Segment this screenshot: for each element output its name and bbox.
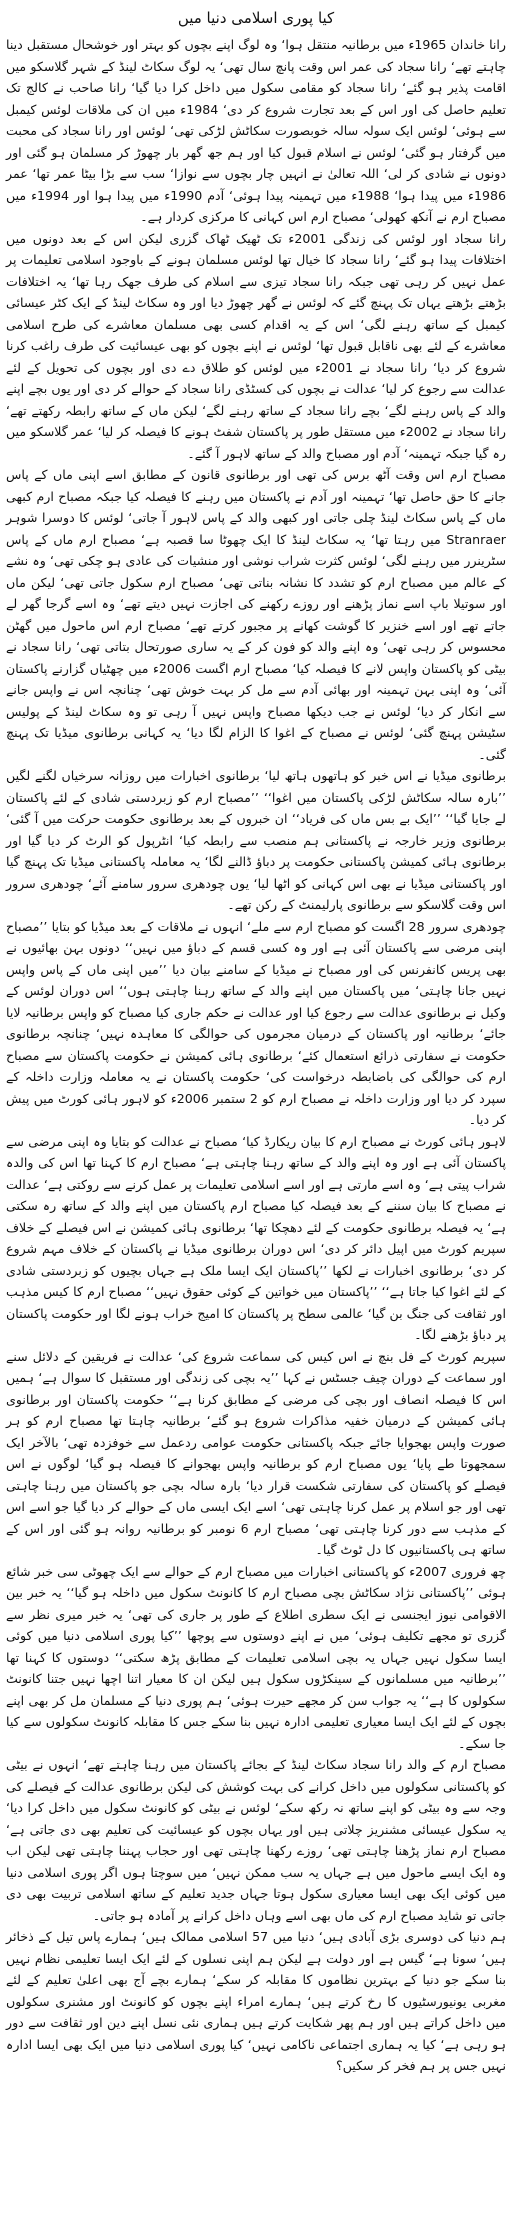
article-paragraph: چودھری سرور 28 اگست کو مصباح ارم سے ملے‘ انہوں نے ملاقات کے بعد میڈیا کو بتایا ’’مصباح اپنی مرضی سے پاکستان آئی ہے اور وہ کسی قسم کے دباؤ میں نہیں‘‘ دونوں بہن بھائیوں نے بھی پریس کانفرنس کی اور مصباح نے میڈیا کے سامنے بیان دیا ’’میں اپنی ماں کے پاس واپس نہیں جانا چاہتی‘ میں پاکستان میں اپنے والد کے ساتھ رہنا چاہتی ہوں‘‘ اس دوران لوئس کے وکیل نے برطانوی عدالت سے رجوع کیا اور عدالت نے حکم جاری کیا مصباح کو واپس برطانیہ لایا جائے‘ برطانیہ اور پاکستان کے درمیان مجرموں کی حوالگی کا معاہدہ نہیں‘ چنانچہ برطانوی حکومت نے سفارتی ذرائع استعمال کئے‘ برطانوی ہائی کمیشن نے حکومت پاکستان سے مصباح ارم کی حوالگی کی باضابطہ درخواست کی‘ حکومت پاکستان نے یہ معاملہ وزارت داخلہ کے سپرد کر دیا اور وزارت داخلہ نے مصباح ارم کو 2 ستمبر 2006ء کو لاہور ہائی کورٹ میں پیش کر دیا۔: [6, 918, 506, 1127]
article-paragraph: مصباح ارم اس وقت آٹھ برس کی تھی اور برطانوی قانون کے مطابق اسے اپنی ماں کے پاس جانے کا حق حاصل تھا‘ تہمینہ اور آدم نے پاکستان میں رہنے کا فیصلہ کیا جبکہ مصباح ارم کبھی ماں کے پاس سکاٹ لینڈ چلی جاتی اور کبھی والد کے پاس لاہور آ جاتی‘ لوئس کا دوسرا شوہر Stranraer میں رہتا تھا‘ یہ سکاٹ لینڈ کا ایک چھوٹا سا قصبہ ہے‘ مصباح ارم ماں کے پاس سٹرینرر میں رہنے لگی‘ لوئس کثرت شراب نوشی اور منشیات کی عادی ہو چکی تھی‘ وہ نشے کے عالم میں مصباح ارم کو تشدد کا نشانہ بناتی تھی‘ مصباح ارم سکول جاتی تھی‘ لیکن ماں اور سوتیلا باپ اسے نماز پڑھنے اور روزے رکھنے کی اجازت نہیں دیتے تھے‘ وہ اسے گرجا گھر لے جاتے تھے اور اسے خنزیر کا گوشت کھانے پر مجبور کرتے تھے‘ مصباح ارم اس ماحول میں گھٹن محسوس کر رہی تھی‘ وہ اپنے والد کو فون کر کے یہ ساری صورتحال بتاتی تھی‘ رانا سجاد نے بیٹی کو پاکستان واپس لانے کا فیصلہ کیا‘ مصباح ارم اگست 2006ء میں چھٹیاں گزارنے پاکستان آئی‘ وہ اپنی بہن تہمینہ اور بھائی آدم سے مل کر بہت خوش تھی‘ چنانچہ اس نے واپس جانے سے انکار کر دیا‘ لوئس نے جب دیکھا مصباح واپس نہیں آ رہی تو وہ سکاٹ لینڈ کے پولیس سٹیشن پہنچ گئی‘ لوئس نے مصباح کے اغوا کا الزام لگا دیا‘ یہ کہانی برطانوی میڈیا تک پہنچ گئی۔: [6, 467, 506, 762]
article-paragraph: رانا خاندان 1965ء میں برطانیہ منتقل ہوا‘ وہ لوگ اپنے بچوں کو بہتر اور خوشحال مستقبل دینا چاہتے تھے‘ رانا سجاد کی عمر اس وقت پانچ سال تھی‘ یہ لوگ سکاٹ لینڈ کے شہر گلاسکو میں اقامت پذیر ہو گئے‘ رانا سجاد کو مقامی سکول میں داخل کرا دیا گیا‘ رانا صاحب نے کالج تک تعلیم حاصل کی اور اس کے بعد تجارت شروع کر دی‘ 1984ء میں ان کی ملاقات لوئس کیمبل سے ہوئی‘ لوئس ایک سولہ سالہ خوبصورت سکاٹش لڑکی تھی‘ لوئس اور رانا سجاد کی محبت میں گرفتار ہو گئی‘ لوئس نے اسلام قبول کیا اور ہم جھ گھر بار چھوڑ کر مسلمان ہو گئی اور دونوں نے شادی کر لی‘ اللہ تعالیٰ نے انہیں چار بچوں سے نوازا‘ سب سے بڑا بیٹا عمر تھا‘ عمر 1986ء میں پیدا ہوا‘ 1988ء میں تہمینہ پیدا ہوئی‘ آدم 1990ء میں پیدا ہوا اور 1994ء میں مصباح ارم نے آنکھ کھولی‘ مصباح ارم اس کہانی کا مرکزی کردار ہے۔: [6, 37, 506, 224]
article-body: [6, 34, 506, 2077]
article-paragraph: مصباح ارم کے والد رانا سجاد سکاٹ لینڈ کے بجائے پاکستان میں رہنا چاہتے تھے‘ انہوں نے بیٹی کو پاکستانی سکولوں میں داخل کرانے کی بہت کوشش کی لیکن برطانوی عدالت کے فیصلے کی وجہ سے وہ بیٹی کو اپنے ساتھ نہ رکھ سکے‘ لوئس نے بیٹی کو کانونٹ سکول میں داخل کرا دیا‘ یہ سکول عیسائی مشنریز چلاتی ہیں اور یہاں بچوں کو عیسائیت کی تعلیم بھی دی جاتی ہے‘ مصباح ارم نماز پڑھنا چاہتی تھی‘ روزے رکھنا چاہتی تھی اور حجاب پہننا چاہتی تھی لیکن اب وہ ایک ایسے ماحول میں ہے جہاں یہ سب ممکن نہیں‘ میں سوچتا ہوں اگر پوری اسلامی دنیا میں کوئی ایک بھی ایسا معیاری سکول ہوتا جہاں جدید تعلیم کے ساتھ اسلامی تربیت بھی دی جاتی تو شاید مصباح ارم کی ماں بھی اسے وہاں داخل کرانے پر آمادہ ہو جاتی۔: [6, 1757, 506, 1923]
article-paragraph: رانا سجاد اور لوئس کی زندگی 2001ء تک ٹھیک ٹھاک گزری لیکن اس کے بعد دونوں میں اختلافات پیدا ہو گئے‘ رانا سجاد کا خیال تھا لوئس مسلمان ہونے کے باوجود اسلامی تعلیمات پر عمل نہیں کر رہی تھی جبکہ رانا سجاد تیزی سے اسلام کی طرف جھک رہا تھا‘ یہ اختلافات بڑھتے بڑھتے یہاں تک پہنچ گئے کہ لوئس نے گھر چھوڑ دیا اور وہ سکاٹ لینڈ کے ایک کٹر عیسائی کیمبل کے ساتھ رہنے لگی‘ اس کے یہ اقدام کسی بھی مسلمان معاشرے کی طرح اسلامی معاشرے کے لئے بھی ناقابل قبول تھا‘ لوئس نے اپنے بچوں کو بھی عیسائیت کی طرف راغب کرنا شروع کر دیا‘ رانا سجاد نے 2001ء میں لوئس کو طلاق دے دی اور بچوں کی تحویل کے لئے عدالت سے رجوع کر لیا‘ عدالت نے بچوں کی کسٹڈی رانا سجاد کے حوالے کر دی اور یوں بچے اپنے والد کے پاس رہنے لگے‘ بچے رانا سجاد کے ساتھ رہنے لگے‘ لیکن ماں کے ساتھ رابطہ رکھتے تھے‘ رانا سجاد نے 2002ء میں مستقل طور پر پاکستان شفٹ ہونے کا فیصلہ کر لیا‘ عمر گلاسکو میں رہ گیا جبکہ تہمینہ‘ آدم اور مصباح والد کے ساتھ لاہور آ گئے۔: [6, 230, 506, 461]
article-paragraph: برطانوی میڈیا نے اس خبر کو ہاتھوں ہاتھ لیا‘ برطانوی اخبارات میں روزانہ سرخیاں لگنے لگیں ’’بارہ سالہ سکاٹش لڑکی پاکستان میں اغوا‘‘ ’’مصباح ارم کو زبردستی شادی کے لئے پاکستان لے جایا گیا‘‘ ’’ایک بے بس ماں کی فریاد‘‘ ان خبروں کے بعد برطانوی حکومت حرکت میں آ گئی‘ برطانوی وزیر خارجہ نے پاکستانی ہم منصب سے رابطہ کیا‘ انٹرپول کو الرٹ کر دیا گیا اور برطانوی ہائی کمیشن پاکستانی حکومت پر دباؤ ڈالنے لگا‘ یہ معاملہ پاکستانی میڈیا تک پہنچ گیا اور پاکستانی میڈیا نے بھی اس کہانی کو اٹھا لیا‘ یوں چودھری سرور سامنے آئے‘ چودھری سرور اس وقت گلاسکو سے برطانوی پارلیمنٹ کے رکن تھے۔: [6, 768, 506, 912]
article-paragraph: لاہور ہائی کورٹ نے مصباح ارم کا بیان ریکارڈ کیا‘ مصباح نے عدالت کو بتایا وہ اپنی مرضی سے پاکستان آئی ہے اور وہ اپنے والد کے ساتھ رہنا چاہتی ہے‘ مصباح ارم کا کہنا تھا اس کی والدہ شراب پیتی ہے‘ وہ اسے مارتی ہے اور اسے اسلامی تعلیمات پر عمل کرنے سے روکتی ہے‘ عدالت نے مصباح کا بیان سننے کے بعد فیصلہ کیا مصباح ارم پاکستان میں اپنے والد کے ساتھ رہ سکتی ہے‘ یہ فیصلہ برطانوی حکومت کے لئے دھچکا تھا‘ برطانوی ہائی کمیشن نے اس فیصلے کے خلاف سپریم کورٹ میں اپیل دائر کر دی‘ اس دوران برطانوی میڈیا نے پاکستان کے خلاف مہم شروع کر دی‘ برطانوی اخبارات نے لکھا ’’پاکستان ایک ایسا ملک ہے جہاں بچیوں کو زبردستی شادی کے لئے اغوا کیا جاتا ہے‘‘ ’’پاکستان میں خواتین کے کوئی حقوق نہیں‘‘ مصباح ارم کا کیس مذہب اور ثقافت کی جنگ بن گیا‘ عالمی سطح پر پاکستان کا امیج خراب ہونے لگا اور حکومت پاکستان پر دباؤ بڑھنے لگا۔: [6, 1133, 506, 1342]
article-paragraph: ہم دنیا کی دوسری بڑی آبادی ہیں‘ دنیا میں 57 اسلامی ممالک ہیں‘ ہمارے پاس تیل کے ذخائر ہیں‘ سونا ہے‘ گیس ہے اور دولت ہے لیکن ہم اپنی نسلوں کے لئے ایک ایسا تعلیمی نظام نہیں بنا سکے جو دنیا کے بہترین نظاموں کا مقابلہ کر سکے‘ ہمارے بچے آج بھی اعلیٰ تعلیم کے لئے مغربی یونیورسٹیوں کا رخ کرتے ہیں‘ ہمارے امراء اپنے بچوں کو کانونٹ اور مشنری سکولوں میں داخل کراتے ہیں اور ہم پھر شکایت کرتے ہیں ہماری نئی نسل اپنے دین اور ثقافت سے دور ہو رہی ہے‘ کیا یہ ہماری اجتماعی ناکامی نہیں‘ کیا پوری اسلامی دنیا میں ایک بھی ایسا ادارہ نہیں جس پر ہم فخر کر سکیں؟: [6, 1929, 506, 2073]
article-headline: کیا پوری اسلامی دنیا میں: [177, 9, 335, 27]
article-paragraph: سپریم کورٹ کے فل بنچ نے اس کیس کی سماعت شروع کی‘ عدالت نے فریقین کے دلائل سنے اور سماعت کے دوران چیف جسٹس نے کہا ’’یہ بچی کی زندگی اور مستقبل کا سوال ہے‘ ہمیں اس کا فیصلہ انصاف اور بچی کی مرضی کے مطابق کرنا ہے‘‘ حکومت پاکستان اور برطانوی ہائی کمیشن کے درمیان خفیہ مذاکرات شروع ہو گئے‘ برطانیہ چاہتا تھا مصباح ارم کو ہر صورت واپس بھجوایا جائے جبکہ پاکستانی حکومت عوامی ردعمل سے خوفزدہ تھی‘ بالآخر ایک سمجھوتا طے پایا‘ یوں مصباح ارم کو برطانیہ واپس بھجوانے کا فیصلہ ہو گیا‘ لوگوں نے اس فیصلے کو پاکستان کی سفارتی شکست قرار دیا‘ بارہ سالہ بچی جو پاکستان میں رہنا چاہتی تھی اور جو اسلام پر عمل کرنا چاہتی تھی‘ اسے ایک ایسی ماں کے حوالے کر دیا گیا جو اسے اس کے مذہب سے دور کرنا چاہتی تھی‘ مصباح ارم 6 نومبر کو برطانیہ روانہ ہو گئی اور اس کے ساتھ ہی پاکستانیوں کا دل ٹوٹ گیا۔: [6, 1348, 507, 1557]
article-paragraph: چھ فروری 2007ء کو پاکستانی اخبارات میں مصباح ارم کے حوالے سے ایک چھوٹی سی خبر شائع ہوئی ’’پاکستانی نژاد سکاٹش بچی مصباح ارم کا کانونٹ سکول میں داخلہ ہو گیا‘‘ یہ خبر بین الاقوامی نیوز ایجنسی نے ایک سطری اطلاع کے طور پر جاری کی تھی‘ یہ خبر میری نظر سے گزری تو مجھے تکلیف ہوئی‘ میں نے اپنے دوستوں سے پوچھا ’’کیا پوری اسلامی دنیا میں کوئی ایسا سکول نہیں جہاں یہ بچی اسلامی تعلیمات کے مطابق پڑھ سکتی‘‘ دوستوں کا کہنا تھا ’’برطانیہ میں مسلمانوں کے سینکڑوں سکول ہیں لیکن ان کا معیار اتنا اچھا نہیں جتنا کانونٹ سکولوں کا ہے‘‘ یہ جواب سن کر مجھے حیرت ہوئی‘ ہم پوری دنیا کے مسلمان مل کر بھی اپنے بچوں کے لئے ایک ایسا معیاری تعلیمی ادارہ نہیں بنا سکے جس کا مقابلہ کانونٹ سکولوں سے کیا جا سکے۔: [6, 1563, 506, 1751]
